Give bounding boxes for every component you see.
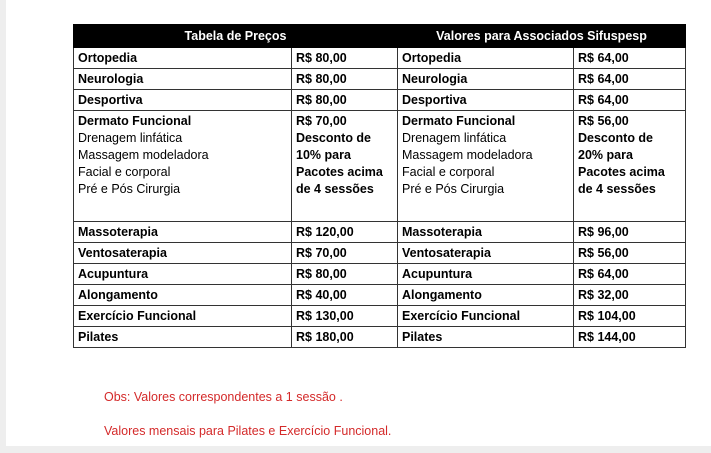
member-service-name: Acupuntura — [398, 264, 574, 285]
service-name: Pilates — [74, 327, 292, 348]
service-price: R$ 80,00 — [292, 48, 398, 69]
service-name: Acupuntura — [74, 264, 292, 285]
table-row — [74, 243, 686, 264]
table-row — [74, 264, 686, 285]
table-row — [74, 285, 686, 306]
member-service-price: R$ 56,00 — [574, 243, 686, 264]
service-line: Dermato Funcional — [402, 114, 516, 128]
service-name: Neurologia — [74, 69, 292, 90]
service-name: Ventosaterapia — [74, 243, 292, 264]
service-price: R$ 80,00 — [292, 90, 398, 111]
member-service-name: Exercício Funcional — [398, 306, 574, 327]
price-line: 10% para — [296, 148, 351, 162]
service-line: Pré e Pós Cirurgia — [78, 182, 181, 196]
price-line: R$ 70,00 — [296, 114, 347, 128]
table-row — [74, 222, 686, 243]
service-price: R$ 180,00 — [292, 327, 398, 348]
price-line: Pacotes acima — [296, 165, 383, 179]
service-name: Desportiva — [74, 90, 292, 111]
service-line: Pré e Pós Cirurgia — [402, 182, 505, 196]
service-price: R$ 130,00 — [292, 306, 398, 327]
member-service-price: R$ 96,00 — [574, 222, 686, 243]
member-service-name: Pilates — [398, 327, 574, 348]
table-row — [74, 327, 686, 348]
service-line: Drenagem linfática — [402, 131, 507, 145]
member-service-name: Ventosaterapia — [398, 243, 574, 264]
service-name: Ortopedia — [74, 48, 292, 69]
page-edge-bottom — [0, 446, 711, 453]
service-line: Dermato Funcional — [78, 114, 192, 128]
price-line: Desconto de — [296, 131, 372, 145]
member-service-price: R$ 104,00 — [574, 306, 686, 327]
price-line: Desconto de — [578, 131, 654, 145]
service-price-group — [292, 111, 398, 222]
table-row-dermato — [74, 111, 686, 222]
header-member-values: Valores para Associados Sifuspesp — [398, 25, 686, 48]
table-row — [74, 48, 686, 69]
service-name: Massoterapia — [74, 222, 292, 243]
service-price: R$ 70,00 — [292, 243, 398, 264]
table-header-row — [74, 25, 686, 48]
member-service-name: Desportiva — [398, 90, 574, 111]
price-line: 20% para — [578, 148, 633, 162]
note-monthly: Valores mensais para Pilates e Exercício Funcional. — [104, 424, 392, 438]
member-service-price: R$ 32,00 — [574, 285, 686, 306]
member-service-name: Alongamento — [398, 285, 574, 306]
service-name: Alongamento — [74, 285, 292, 306]
member-service-name-group — [398, 111, 574, 222]
service-price: R$ 80,00 — [292, 69, 398, 90]
note-per-session: Obs: Valores correspondentes a 1 sessão . — [104, 390, 343, 404]
member-service-price: R$ 64,00 — [574, 69, 686, 90]
price-line: Pacotes acima — [578, 165, 665, 179]
service-name: Exercício Funcional — [74, 306, 292, 327]
table-row — [74, 306, 686, 327]
price-table — [73, 24, 686, 348]
service-line: Facial e corporal — [78, 165, 171, 179]
member-service-price: R$ 144,00 — [574, 327, 686, 348]
service-line: Massagem modeladora — [402, 148, 533, 162]
price-line: de 4 sessões — [296, 182, 374, 196]
table-row — [74, 69, 686, 90]
service-price: R$ 120,00 — [292, 222, 398, 243]
service-price: R$ 40,00 — [292, 285, 398, 306]
service-name-group — [74, 111, 292, 222]
member-service-name: Neurologia — [398, 69, 574, 90]
price-line: R$ 56,00 — [578, 114, 629, 128]
member-service-price: R$ 64,00 — [574, 48, 686, 69]
page-edge — [0, 0, 6, 453]
member-service-price: R$ 64,00 — [574, 264, 686, 285]
member-service-price: R$ 64,00 — [574, 90, 686, 111]
member-service-name: Ortopedia — [398, 48, 574, 69]
service-line: Facial e corporal — [402, 165, 495, 179]
price-line: de 4 sessões — [578, 182, 656, 196]
member-service-name: Massoterapia — [398, 222, 574, 243]
service-line: Drenagem linfática — [78, 131, 183, 145]
header-price-table: Tabela de Preços — [74, 25, 398, 48]
member-service-price-group — [574, 111, 686, 222]
table-row — [74, 90, 686, 111]
service-price: R$ 80,00 — [292, 264, 398, 285]
service-line: Massagem modeladora — [78, 148, 209, 162]
